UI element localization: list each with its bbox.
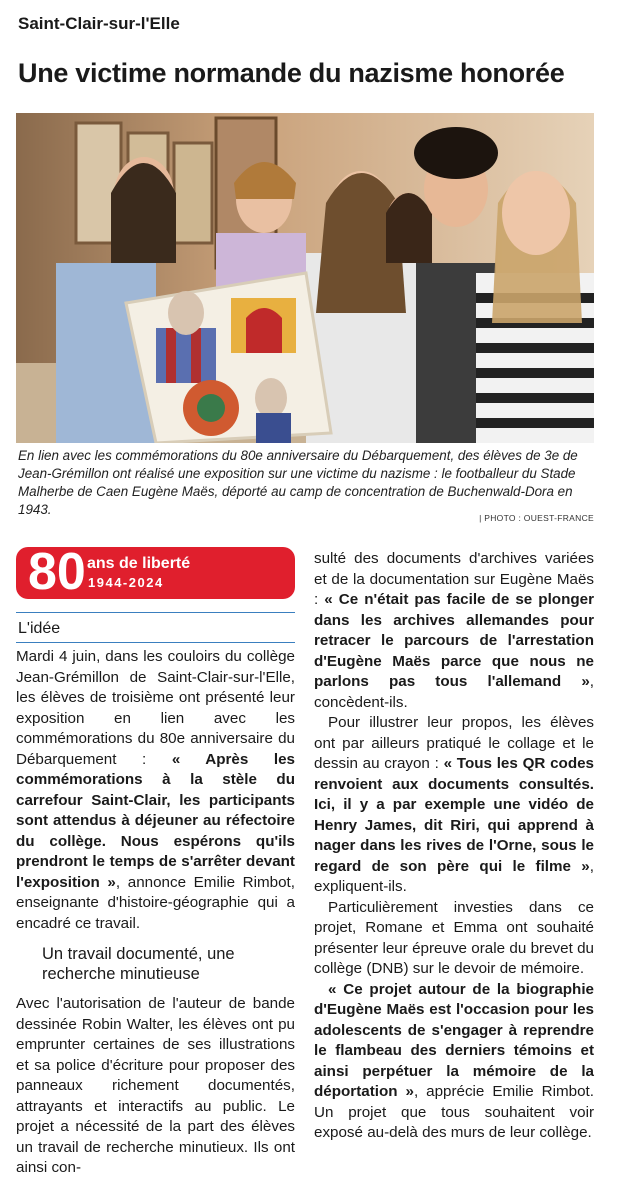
paragraph-text: , annonce Emilie Rimbot, enseignante d'histoire-géographie qui a encadré ce travail.	[16, 873, 295, 932]
paragraph-text: Pour illustrer leur propos, les élèves ont par ailleurs pratiqué le collage et le dessin au crayon :	[314, 714, 594, 772]
paragraph-text: , apprécie Emilie Rimbot. Un projet que tous souhaitent voir exposé au-delà des murs de leur collège.	[314, 1083, 594, 1141]
divider-bottom	[16, 642, 295, 643]
divider-top	[16, 612, 295, 613]
paragraph	[314, 980, 594, 1144]
section-label: Saint-Clair-sur-l'Elle	[18, 14, 180, 33]
article-headline: Une victime normande du nazisme honorée	[18, 58, 565, 88]
idee-label: L'idée	[18, 620, 61, 637]
quote-text: « Ce projet autour de la biographie d'Eugène Maës est l'occasion pour les adolescents de s'engager à reprendre le flambeau des derniers témoins et ainsi perpétuer la mémoire de la déportation »	[314, 980, 594, 1100]
paragraph	[314, 549, 594, 713]
paragraph-text: , concèdent-ils.	[314, 673, 594, 711]
paragraph-text: Mardi 4 juin, dans les couloirs du collège Jean-Grémillon de Saint-Clair-sur-l'Elle, les élèves de troisième ont présenté leur exposition en lien avec les commémorations du 80e anniversaire du Débarquement :	[16, 648, 295, 768]
paragraph	[16, 994, 295, 1179]
paragraph-text: sulté des documents d'archives variées et de la documentation sur Eugène Maës :	[314, 550, 594, 608]
banner-title: ans de liberté	[87, 555, 191, 572]
paragraph	[16, 647, 295, 934]
column-left	[16, 647, 295, 1179]
subheading: Un travail documenté, une recherche minutieuse	[42, 945, 235, 983]
quote-text: « Ce n'était pas facile de se plonger dans les archives allemandes pour retracer le parcours de l'arrestation d'Eugène Maës parce que nous ne parlons pas tous l'allemand »	[314, 591, 594, 690]
paragraph-text: , expliquent-ils.	[314, 857, 594, 895]
students-with-artwork-photo-icon	[16, 113, 594, 443]
banner-number: 80	[28, 543, 86, 601]
banner-years: 1944-2024	[88, 575, 164, 590]
paragraph	[314, 713, 594, 898]
photo-credit: | PHOTO : OUEST-FRANCE	[479, 513, 594, 523]
anniversary-banner	[16, 543, 295, 601]
photo-caption: En lien avec les commémorations du 80e anniversaire du Débarquement, des élèves de 3e de Jean-Grémillon ont réalisé une exposition sur une victime du nazisme : le footballeur du Stade Malherbe de Caen Eugène Maës, déporté au camp de concentration de Buchenwald-Dora en 1943.	[18, 448, 578, 517]
column-right	[314, 549, 594, 1144]
quote-text: « Tous les QR codes renvoient aux documents consultés. Ici, il y a par exemple une vidéo de Henry James, dit Riri, qui apprend à nager dans les rives de l'Orne, sous le regard de son père qui le filme »	[314, 755, 594, 875]
article-photo	[16, 113, 594, 443]
paragraph	[314, 898, 594, 980]
paragraph-text: Particulièrement investies dans ce projet, Romane et Emma ont souhaité présenter leur épreuve orale du brevet du collège (DNB) sur le devoir de mémoire.	[314, 898, 594, 977]
paragraph-text: Avec l'autorisation de l'auteur de bande dessinée Robin Walter, les élèves ont pu emprunter certaines de ses illustrations et sa police d'écriture pour proposer des panneaux richement documentés, attrayants et interactifs au public. Le projet a nécessité de la part des élèves un travail de recherche minutieux. Ils ont ainsi con-	[16, 995, 295, 1176]
quote-text: « Après les commémorations à la stèle du carrefour Saint-Clair, les participants sont attendus à déjeuner au réfectoire du collège. Nous espérons qu'ils prendront le temps de s'arrêter devant l'exposition »	[16, 750, 295, 891]
